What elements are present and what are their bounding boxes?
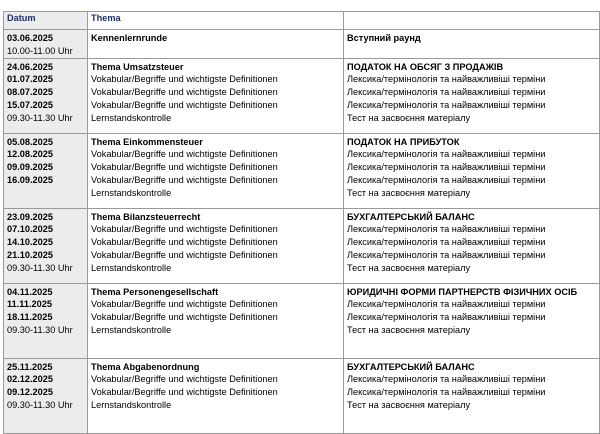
section-row — [4, 133, 600, 208]
section-de-title: Thema Abgabenordnung — [91, 361, 200, 372]
section-ua-line: Тест на засвоєння матеріалу — [347, 112, 471, 123]
session-date: 09.12.2025 — [7, 387, 53, 398]
section-de-cell — [88, 208, 344, 283]
session-time: 09.30-11.30 Uhr — [7, 112, 73, 123]
section-de-title: Thema Bilanzsteuerrecht — [91, 211, 201, 222]
section-ua-line: Лексика/термінологія та найважливіші терміни — [347, 374, 546, 385]
section-ua-cell — [344, 208, 600, 283]
session-date: 02.12.2025 — [7, 374, 53, 385]
section-row — [4, 358, 600, 433]
section-ua-title: БУХГАЛТЕРСЬКИЙ БАЛАНС — [347, 211, 475, 222]
session-date: 11.11.2025 — [7, 299, 52, 310]
section-de-line: Vokabular/Begriffe und wichtigste Definitionen — [91, 374, 278, 385]
section-de-line: Lernstandskontrolle — [91, 262, 172, 273]
section-ua-line: Тест на засвоєння матеріалу — [347, 187, 471, 198]
intro-time: 10.00-11.00 Uhr — [7, 45, 73, 56]
section-ua-line: Лексика/термінологія та найважливіші терміни — [347, 249, 546, 260]
section-de-line: Lernstandskontrolle — [91, 324, 172, 335]
section-de-line: Vokabular/Begriffe und wichtigste Definitionen — [91, 99, 278, 110]
intro-row — [4, 30, 600, 59]
session-date: 05.08.2025 — [7, 136, 53, 147]
session-date: 25.11.2025 — [7, 361, 53, 372]
section-de-line: Vokabular/Begriffe und wichtigste Definitionen — [91, 149, 278, 160]
section-ua-line: Лексика/термінологія та найважливіші терміни — [347, 99, 546, 110]
section-ua-title: БУХГАЛТЕРСЬКИЙ БАЛАНС — [347, 361, 475, 372]
intro-date: 03.06.2025 — [7, 33, 53, 43]
session-date: 08.07.2025 — [7, 87, 53, 98]
section-de-line: Lernstandskontrolle — [91, 112, 172, 123]
section-dates-cell — [4, 208, 88, 283]
section-ua-line: Лексика/термінологія та найважливіші терміни — [347, 87, 546, 98]
section-ua-cell — [344, 133, 600, 208]
session-date: 24.06.2025 — [7, 61, 53, 72]
session-date: 23.09.2025 — [7, 211, 53, 222]
section-ua-cell — [344, 58, 600, 133]
section-de-line: Vokabular/Begriffe und wichtigste Definitionen — [91, 299, 278, 310]
section-de-cell — [88, 283, 344, 358]
section-ua-line: Тест на засвоєння матеріалу — [347, 262, 471, 273]
section-ua-line: Лексика/термінологія та найважливіші терміни — [347, 224, 546, 235]
section-de-cell — [88, 58, 344, 133]
section-de-title: Thema Umsatzsteuer — [91, 61, 184, 72]
header-thema: Thema — [88, 12, 344, 30]
session-date: 12.08.2025 — [7, 149, 53, 160]
section-ua-cell — [344, 283, 600, 358]
section-ua-line: Лексика/термінологія та найважливіші терміни — [347, 74, 546, 85]
intro-dates-cell — [4, 30, 88, 59]
section-de-cell — [88, 133, 344, 208]
session-date: 07.10.2025 — [7, 224, 53, 235]
header-col3 — [344, 12, 600, 30]
header-row — [4, 12, 600, 30]
section-de-line: Lernstandskontrolle — [91, 399, 172, 410]
section-de-line: Vokabular/Begriffe und wichtigste Definitionen — [91, 87, 278, 98]
section-ua-line: Лексика/термінологія та найважливіші терміни — [347, 174, 546, 185]
section-ua-line: Тест на засвоєння матеріалу — [347, 324, 471, 335]
section-row — [4, 58, 600, 133]
section-ua-line: Лексика/термінологія та найважливіші терміни — [347, 299, 546, 310]
section-de-line: Vokabular/Begriffe und wichtigste Definitionen — [91, 224, 278, 235]
session-date: 21.10.2025 — [7, 249, 53, 260]
section-de-line: Vokabular/Begriffe und wichtigste Definitionen — [91, 174, 278, 185]
intro-de-cell — [88, 30, 344, 59]
session-date: 16.09.2025 — [7, 174, 53, 185]
section-de-title: Thema Personengesellschaft — [91, 286, 219, 297]
section-ua-line: Лексика/термінологія та найважливіші терміни — [347, 387, 546, 398]
section-ua-line: Лексика/термінологія та найважливіші терміни — [347, 237, 546, 248]
section-row — [4, 283, 600, 358]
section-de-line: Vokabular/Begriffe und wichtigste Definitionen — [91, 312, 278, 323]
session-date: 09.09.2025 — [7, 162, 53, 173]
section-dates-cell — [4, 133, 88, 208]
schedule-table — [3, 11, 600, 434]
intro-de: Kennenlernrunde — [91, 33, 168, 43]
section-de-line: Vokabular/Begriffe und wichtigste Definitionen — [91, 249, 278, 260]
intro-ua: Вступний раунд — [347, 33, 421, 43]
section-dates-cell — [4, 283, 88, 358]
section-de-line: Lernstandskontrolle — [91, 187, 172, 198]
section-ua-title: ПОДАТОК НА ПРИБУТОК — [347, 136, 460, 147]
section-ua-cell — [344, 358, 600, 433]
schedule-body — [4, 12, 600, 434]
section-dates-cell — [4, 58, 88, 133]
section-ua-line: Лексика/термінологія та найважливіші терміни — [347, 312, 546, 323]
section-de-line: Vokabular/Begriffe und wichtigste Definitionen — [91, 162, 278, 173]
session-date: 14.10.2025 — [7, 237, 53, 248]
intro-ua-cell — [344, 30, 600, 59]
session-date: 04.11.2025 — [7, 286, 53, 297]
section-ua-line: Лексика/термінологія та найважливіші терміни — [347, 149, 546, 160]
section-dates-cell — [4, 358, 88, 433]
section-ua-title: ПОДАТОК НА ОБСЯГ З ПРОДАЖІВ — [347, 61, 504, 72]
section-ua-line: Лексика/термінологія та найважливіші терміни — [347, 162, 546, 173]
section-de-line: Vokabular/Begriffe und wichtigste Definitionen — [91, 387, 278, 398]
section-de-title: Thema Einkommensteuer — [91, 136, 203, 147]
session-date: 15.07.2025 — [7, 99, 53, 110]
session-time: 09.30-11.30 Uhr — [7, 399, 73, 410]
header-datum: Datum — [4, 12, 88, 30]
session-time: 09.30-11.30 Uhr — [7, 324, 73, 335]
session-time: 09.30-11.30 Uhr — [7, 262, 73, 273]
section-de-line: Vokabular/Begriffe und wichtigste Definitionen — [91, 237, 278, 248]
session-date: 01.07.2025 — [7, 74, 53, 85]
session-date: 18.11.2025 — [7, 312, 53, 323]
section-row — [4, 208, 600, 283]
section-de-cell — [88, 358, 344, 433]
section-ua-title: ЮРИДИЧНІ ФОРМИ ПАРТНЕРСТВ ФІЗИЧНИХ ОСІБ — [347, 286, 578, 297]
section-ua-line: Тест на засвоєння матеріалу — [347, 399, 471, 410]
section-de-line: Vokabular/Begriffe und wichtigste Definitionen — [91, 74, 278, 85]
